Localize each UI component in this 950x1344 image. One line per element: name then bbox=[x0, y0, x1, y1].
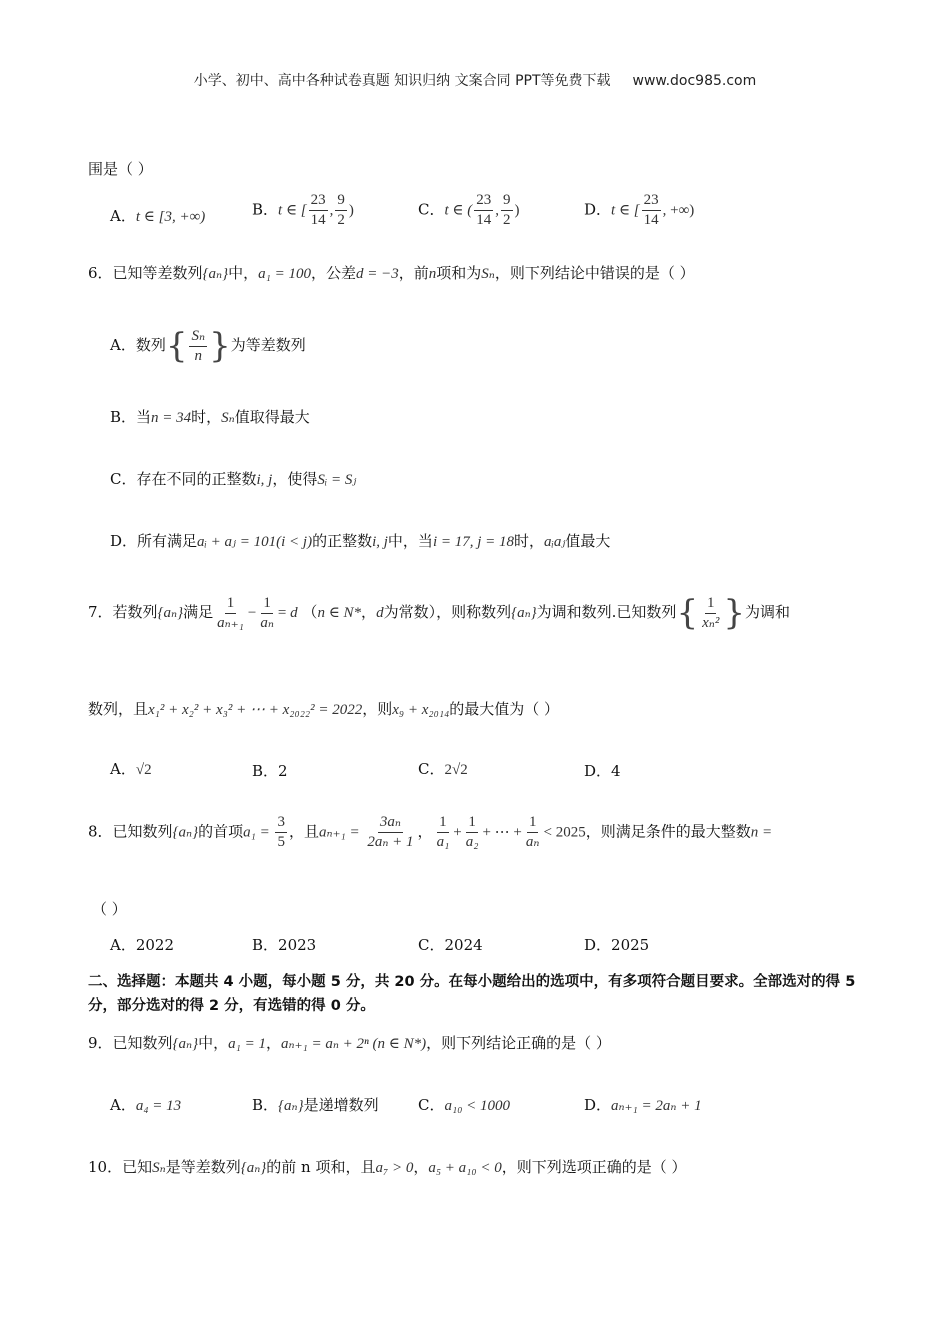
q5-option-a: A．t ∈ [3, +∞) bbox=[110, 207, 206, 225]
q9-option-a: A．a₄ = 13 bbox=[110, 1096, 182, 1114]
q6-stem: 6．已知等差数列{aₙ}中，a₁ = 100，公差d = −3，前n项和为Sₙ，则下列结论中错误的是（ ） bbox=[88, 264, 695, 282]
q8-option-c: C．2024 bbox=[418, 936, 483, 954]
q6-option-d: D．所有满足aᵢ + aⱼ = 101(i < j)的正整数i, j中，当i = 17, j = 18时，aᵢaⱼ值最大 bbox=[110, 532, 611, 550]
q9-stem: 9．已知数列{aₙ}中，a₁ = 1，aₙ₊₁ = aₙ + 2ⁿ (n ∈ N*)，则下列结论正确的是（ ） bbox=[88, 1034, 611, 1052]
q7-option-c: C．2√2 bbox=[418, 760, 468, 778]
q8-stem: 8．已知数列{aₙ}的首项a₁ = $\frac{3}{5}$ ，且aₙ₊₁ = $\frac{\text{3aₙ}}{\text{2aₙ + 1}}$ ， $\frac{1}{\text{a₁}}$ + $\frac{1}{\text{a₂}}$ + ⋯ + $\frac{1}{\text{aₙ}}$ < 2025，则满足条件的最大整数n = bbox=[88, 814, 773, 850]
q7-option-b: B．2 bbox=[252, 762, 288, 780]
q7-option-a: A．√2 bbox=[110, 760, 152, 778]
q7-stem-1: 7．若数列{aₙ}满足 $\frac{1}{\text{aₙ₊₁}}$ − $\frac{1}{\text{aₙ}}$ = d （n ∈ N*，d为常数），则称数列{aₙ}为调和数列.已知数列{ $\frac{1}{\text{xₙ²}}$ }为调和 bbox=[88, 593, 790, 633]
q8-option-d: D．2025 bbox=[584, 936, 650, 954]
q8-paren: （ ） bbox=[92, 900, 127, 918]
q10-stem: 10．已知Sₙ是等差数列{aₙ}的前 n 项和，且a₇ > 0，a₅ + a₁₀ < 0，则下列选项正确的是（ ） bbox=[88, 1158, 687, 1176]
header-url[interactable]: www.doc985.com bbox=[632, 73, 757, 89]
q6-option-c: C．存在不同的正整数i, j，使得Sᵢ = Sⱼ bbox=[110, 470, 357, 488]
q7-stem-2: 数列，且x₁² + x₂² + x₃² + ⋯ + x₂₀₂₂² = 2022，则x₉ + x₂₀₁₄的最大值为（ ） bbox=[88, 700, 560, 718]
header-text: 小学、初中、高中各种试卷真题 知识归纳 文案合同 PPT等免费下载 bbox=[193, 73, 611, 89]
section-2-heading: 二、选择题：本题共 4 小题，每小题 5 分，共 20 分。在每小题给出的选项中，有多项符合题目要求。全部选对的得 5 分，部分选对的得 2 分，有选错的得 0 分。 bbox=[88, 974, 856, 1014]
q6-option-b: B．当n = 34时，Sₙ值取得最大 bbox=[110, 408, 310, 426]
q9-option-c: C．a₁₀ < 1000 bbox=[418, 1096, 511, 1114]
q5-option-c: C．t ∈ ( $\frac{23}{14}$ , $\frac{9}{2}$ ) bbox=[418, 192, 520, 228]
q8-option-b: B．2023 bbox=[252, 936, 317, 954]
q5-tail: 围是（ ） bbox=[88, 160, 153, 178]
q8-option-a: A．2022 bbox=[110, 936, 175, 954]
q9-option-b: B．{aₙ}是递增数列 bbox=[252, 1096, 379, 1114]
q7-option-d: D．4 bbox=[584, 762, 621, 780]
page-header bbox=[0, 70, 950, 90]
q9-option-d: D．aₙ₊₁ = 2aₙ + 1 bbox=[584, 1096, 702, 1114]
q5-option-d: D．t ∈ [ $\frac{23}{14}$ , +∞) bbox=[584, 192, 695, 228]
q5-option-b: B．t ∈ [ $\frac{23}{14}$ , $\frac{9}{2}$ ) bbox=[252, 192, 354, 228]
q6-option-a: A．数列{ $\frac{\text{Sₙ}}{n}$ }为等差数列 bbox=[110, 326, 306, 366]
